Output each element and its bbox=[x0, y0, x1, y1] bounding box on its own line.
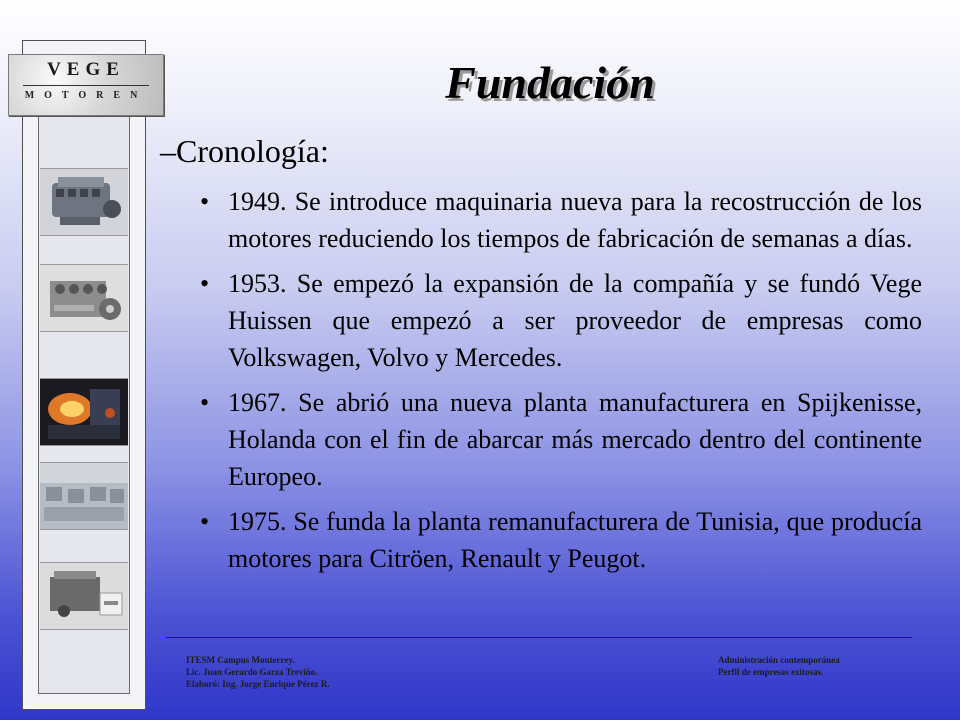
logo-main-text: VEGE bbox=[47, 59, 125, 80]
footer-right bbox=[718, 654, 840, 678]
engine-block-photo-icon bbox=[40, 264, 128, 332]
footer-right-line: Perfil de empresas exitosas. bbox=[718, 667, 824, 677]
bullet-marker: • bbox=[200, 388, 210, 417]
bullet-text: 1967. Se abrió una nueva planta manufacturera en Spijkenisse, Holanda con el fin de abarcar más mercado dentro del continente Europeo. bbox=[228, 388, 922, 491]
list-item bbox=[200, 384, 922, 495]
bullet-text: 1975. Se funda la planta remanufacturera de Tunisia, que producía motores para Citröen, Renault y Peugot. bbox=[228, 507, 922, 573]
bullet-marker: • bbox=[200, 187, 210, 216]
slide-subhead: –Cronología: bbox=[160, 133, 329, 169]
footer-right-line: Administración contemporánea bbox=[718, 655, 840, 665]
vege-motoren-logo bbox=[8, 54, 164, 116]
footer-left-line: Elaboró: Ing. Jorge Enrique Pérez R. bbox=[186, 679, 330, 689]
engine-assembly-photo-icon bbox=[40, 562, 128, 630]
logo-divider bbox=[23, 85, 149, 86]
chronology-list bbox=[200, 183, 922, 585]
bullet-text: 1953. Se empezó la expansión de la compañía y se fundó Vege Huissen que empezó a ser proveedor de empresas como Volkswagen, Volvo y Mercedes. bbox=[228, 269, 922, 372]
list-item bbox=[200, 183, 922, 257]
list-item bbox=[200, 503, 922, 577]
footer-divider bbox=[166, 637, 912, 638]
logo-sub-text: MOTOREN bbox=[24, 90, 148, 101]
bullet-text: 1949. Se introduce maquinaria nueva para la recostrucción de los motores reduciendo los tiempos de fabricación de semanas a días. bbox=[228, 187, 922, 253]
footer-left-line: ITESM Campus Monterrey. bbox=[186, 655, 295, 665]
factory-floor-photo-icon bbox=[40, 462, 128, 530]
bullet-marker: • bbox=[200, 269, 210, 298]
bullet-marker: • bbox=[200, 507, 210, 536]
foundry-photo-icon bbox=[40, 378, 128, 446]
footer-left-line: Lic. Juan Gerardo Garza Treviño. bbox=[186, 667, 318, 677]
engine-photo-icon bbox=[40, 168, 128, 236]
footer-left bbox=[186, 654, 330, 690]
slide-title: Fundación bbox=[445, 57, 655, 108]
list-item bbox=[200, 265, 922, 376]
